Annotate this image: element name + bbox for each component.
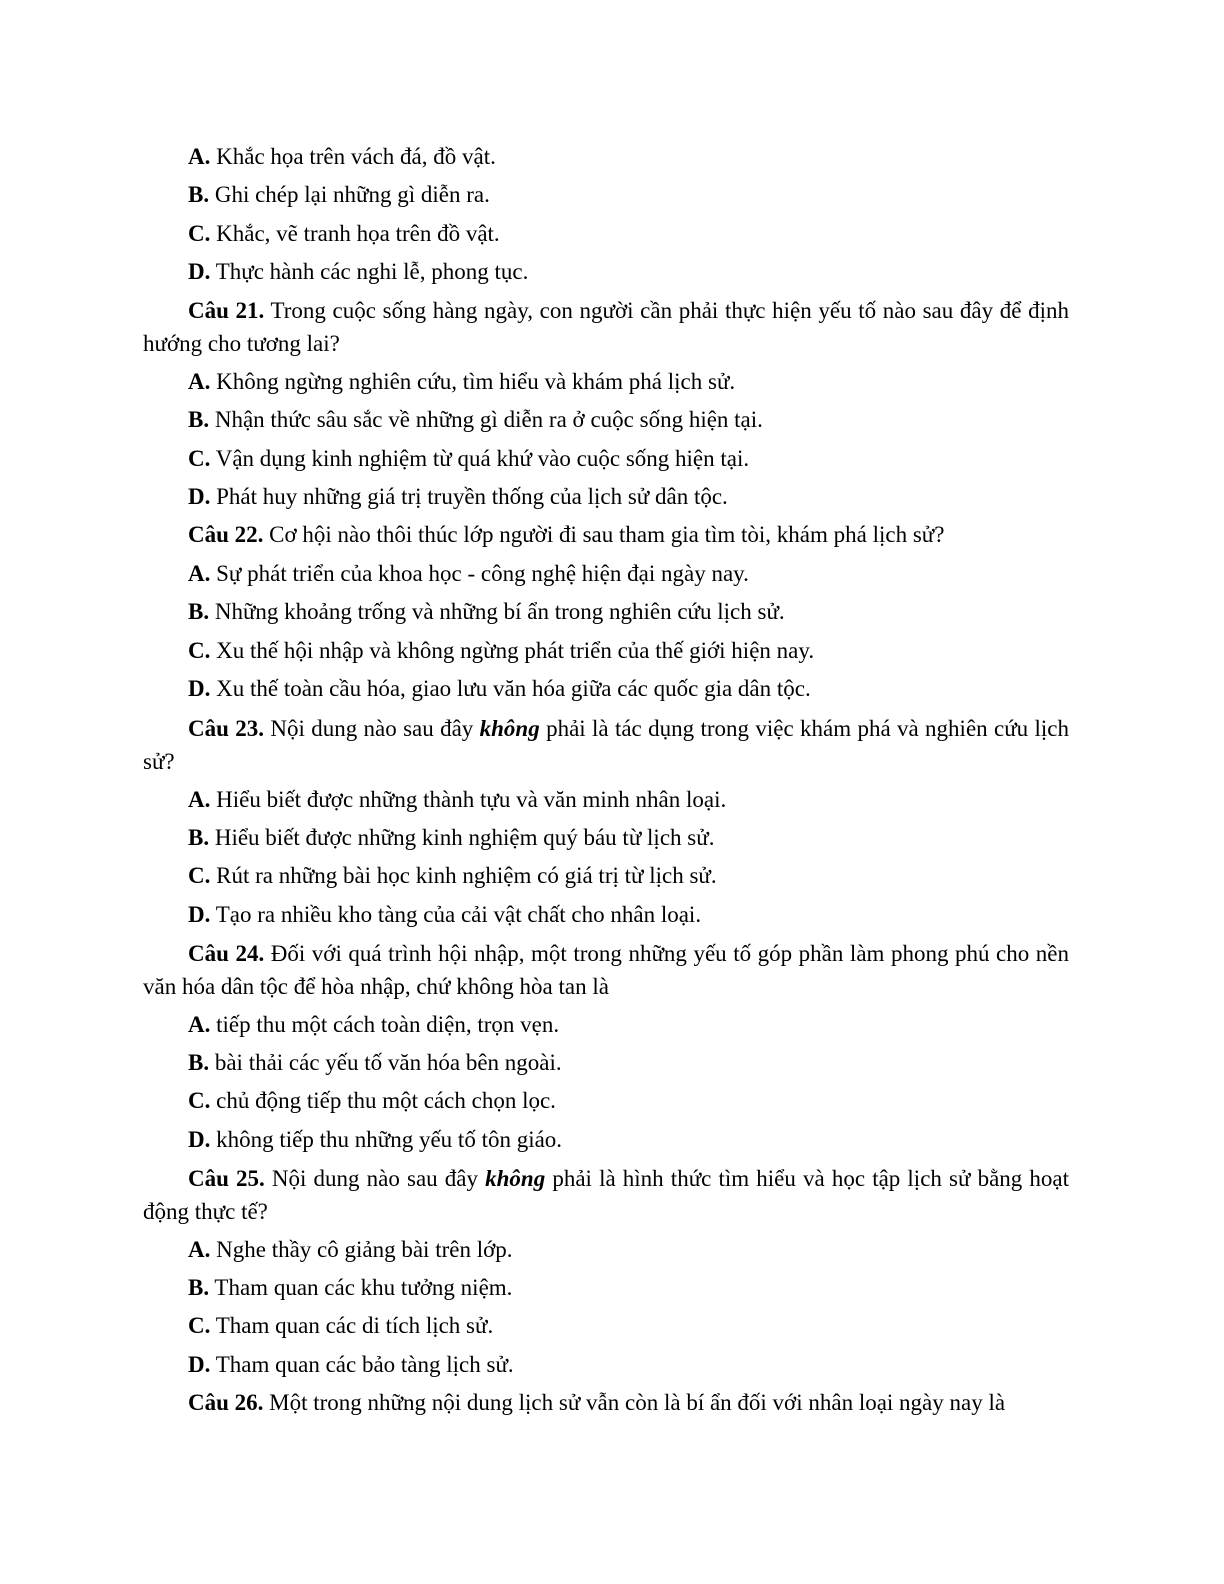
q23-stem: Câu 23. Nội dung nào sau đây không phải là tác dụng trong việc khám phá và nghiên cứu lịch sử? [143,716,1069,774]
q21-option-a: A. Không ngừng nghiên cứu, tìm hiểu và khám phá lịch sử. [188,369,736,394]
q23-option-c: C. Rút ra những bài học kinh nghiệm có giá trị từ lịch sử. [188,863,717,888]
q23-option-b: B. Hiểu biết được những kinh nghiệm quý báu từ lịch sử. [188,825,715,850]
q22-option-d: D. Xu thế toàn cầu hóa, giao lưu văn hóa giữa các quốc gia dân tộc. [188,676,811,701]
q24-option-b: B. bài thải các yếu tố văn hóa bên ngoài. [188,1050,562,1075]
q24-option-d: D. không tiếp thu những yếu tố tôn giáo. [188,1127,563,1152]
q22-stem: Câu 22. Cơ hội nào thôi thúc lớp người đi sau tham gia tìm tòi, khám phá lịch sử? [188,522,945,547]
q23-option-a: A. Hiểu biết được những thành tựu và văn minh nhân loại. [188,787,727,812]
q24-option-c: C. chủ động tiếp thu một cách chọn lọc. [188,1088,556,1113]
q25-option-d: D. Tham quan các bảo tàng lịch sử. [188,1352,514,1377]
q21-option-d: D. Phát huy những giá trị truyền thống của lịch sử dân tộc. [188,484,728,509]
q20-option-a: A. Khắc họa trên vách đá, đồ vật. [188,144,496,169]
q20-option-d: D. Thực hành các nghi lễ, phong tục. [188,259,529,284]
q21-option-c: C. Vận dụng kinh nghiệm từ quá khứ vào cuộc sống hiện tại. [188,446,750,471]
q24-option-a: A. tiếp thu một cách toàn diện, trọn vẹn. [188,1012,560,1037]
q23-option-d: D. Tạo ra nhiều kho tàng của cải vật chất cho nhân loại. [188,902,702,927]
q20-option-c: C. Khắc, vẽ tranh họa trên đồ vật. [188,221,500,246]
q25-option-a: A. Nghe thầy cô giảng bài trên lớp. [188,1237,513,1262]
q22-option-a: A. Sự phát triển của khoa học - công nghệ hiện đại ngày nay. [188,561,749,586]
q21-stem: Câu 21. Trong cuộc sống hàng ngày, con người cần phải thực hiện yếu tố nào sau đây để định hướng cho tương lai? [143,298,1069,356]
q22-option-c: C. Xu thế hội nhập và không ngừng phát triển của thế giới hiện nay. [188,638,815,663]
q25-option-b: B. Tham quan các khu tưởng niệm. [188,1275,513,1300]
q25-option-c: C. Tham quan các di tích lịch sử. [188,1313,494,1338]
q21-option-b: B. Nhận thức sâu sắc về những gì diễn ra ở cuộc sống hiện tại. [188,407,763,432]
q26-stem: Câu 26. Một trong những nội dung lịch sử vẫn còn là bí ẩn đối với nhân loại ngày nay là [188,1390,1006,1415]
q24-stem: Câu 24. Đối với quá trình hội nhập, một trong những yếu tố góp phần làm phong phú cho nền văn hóa dân tộc để hòa nhập, chứ không hòa tan là [143,941,1070,999]
q20-option-b: B. Ghi chép lại những gì diễn ra. [188,182,490,207]
q22-option-b: B. Những khoảng trống và những bí ẩn trong nghiên cứu lịch sử. [188,599,785,624]
q25-stem: Câu 25. Nội dung nào sau đây không phải là hình thức tìm hiểu và học tập lịch sử bằng hoạt động thực tế? [143,1166,1070,1224]
